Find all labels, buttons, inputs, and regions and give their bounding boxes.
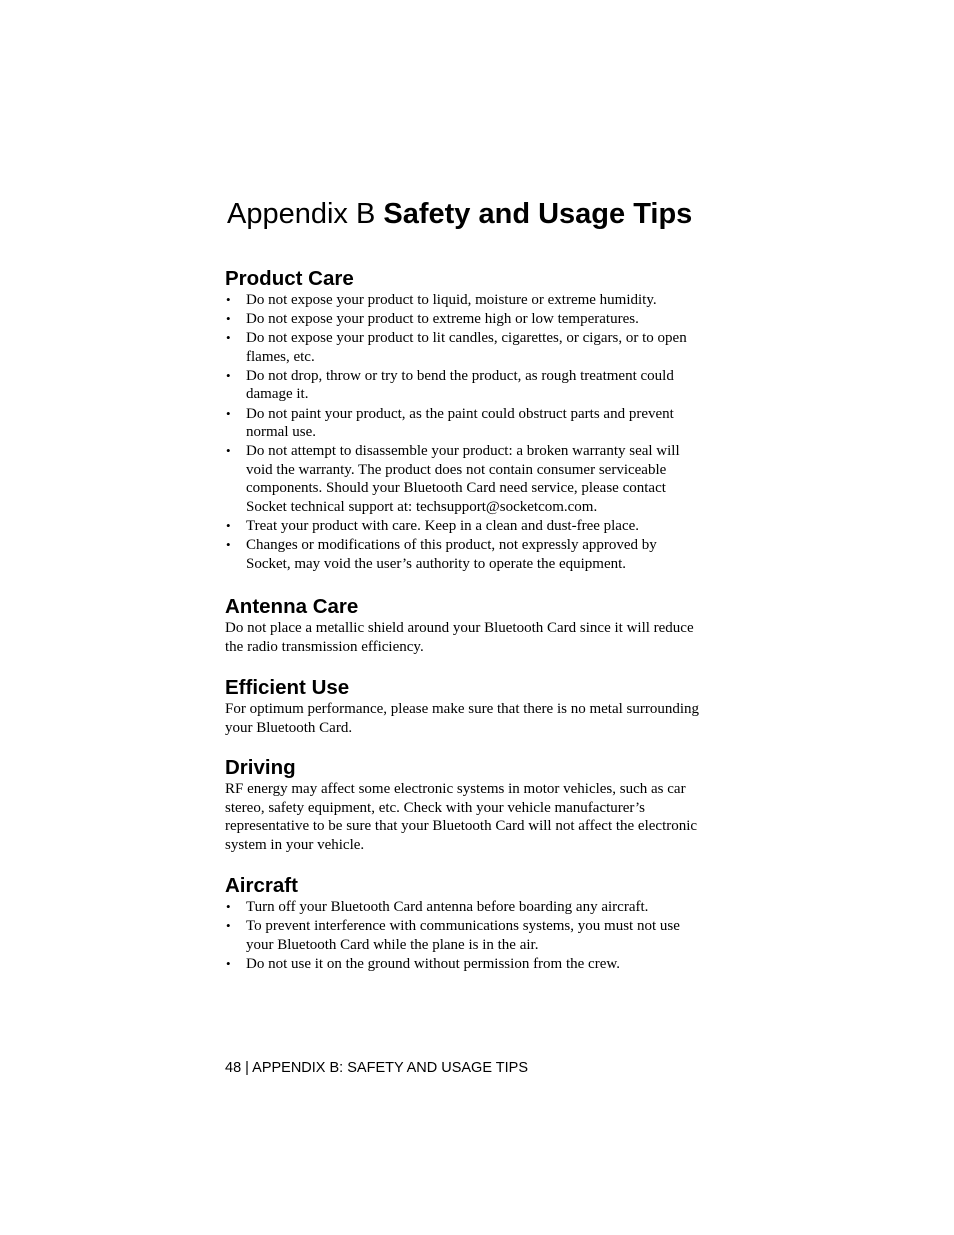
bullet-icon: • (226, 330, 231, 346)
section-aircraft (225, 874, 705, 974)
list-item (225, 517, 705, 536)
list-item-text: To prevent interference with communications systems, you must not use your Bluetooth Card while the plane is in the air. (246, 918, 680, 953)
section-product-care (225, 267, 705, 574)
list-item-text: Turn off your Bluetooth Card antenna before boarding any aircraft. (246, 899, 649, 915)
list-item (225, 536, 705, 573)
list-item-text: Do not use it on the ground without permission from the crew. (246, 955, 620, 972)
list-item (225, 405, 705, 442)
section-efficient-use (225, 676, 705, 737)
bullet-icon: • (226, 955, 231, 971)
bullet-icon: • (226, 537, 231, 553)
list-item-text: Changes or modifications of this product, not expressly approved by Socket, may void the user’s authority to operate the equipment. (246, 537, 657, 572)
list-item (225, 329, 705, 366)
title-prefix: Appendix B (227, 198, 376, 230)
bullet-icon: • (226, 367, 231, 383)
list-item-text: Do not drop, throw or try to bend the product, as rough treatment could damage it. (246, 367, 674, 403)
list-item (225, 442, 705, 516)
bullet-icon: • (226, 899, 231, 914)
list-item (225, 310, 705, 329)
page-footer: 48 | APPENDIX B: SAFETY AND USAGE TIPS (225, 1060, 529, 1076)
list-item-text: Do not attempt to disassemble your product: a broken warranty seal will void the warranty. The product does not contain consumer serviceable components. Should your Bluetooth Card need service, please contact Socket technical support at: techsupport@socketcom.com. (246, 443, 680, 516)
product-care-list (225, 291, 705, 573)
list-item-text: Do not expose your product to extreme high or low temperatures. (246, 311, 639, 328)
bullet-icon: • (226, 405, 231, 421)
list-item (225, 898, 705, 917)
section-heading-efficient-use: Efficient Use (225, 676, 350, 699)
section-heading-product-care: Product Care (225, 267, 354, 290)
list-item-text: Do not expose your product to lit candles, cigarettes, or cigars, or to open flames, etc. (246, 330, 687, 365)
bullet-icon: • (226, 311, 231, 327)
aircraft-list (225, 898, 705, 973)
section-heading-aircraft: Aircraft (225, 874, 298, 897)
section-driving (225, 756, 705, 854)
efficient-use-text: For optimum performance, please make sure that there is no metal surrounding your Bluetooth Card. (225, 701, 700, 736)
bullet-icon: • (226, 918, 231, 934)
antenna-care-text: Do not place a metallic shield around your Bluetooth Card since it will reduce the radio transmission efficiency. (225, 620, 694, 655)
bullet-icon: • (226, 443, 231, 459)
page-title (227, 196, 692, 232)
list-item-text: Do not paint your product, as the paint could obstruct parts and prevent normal use. (246, 405, 674, 441)
list-item (225, 917, 705, 954)
section-antenna-care (225, 595, 705, 656)
list-item-text: Do not expose your product to liquid, moisture or extreme humidity. (246, 292, 657, 308)
list-item (225, 291, 705, 310)
driving-text: RF energy may affect some electronic systems in motor vehicles, such as car stereo, safety equipment, etc. Check with your vehicle manufacturer’s representative to be sure that your Bluetooth Card will not affect the electronic system in your vehicle. (225, 781, 698, 853)
list-item-text: Treat your product with care. Keep in a clean and dust-free place. (246, 518, 640, 535)
bullet-icon: • (226, 518, 231, 534)
title-main: Safety and Usage Tips (383, 198, 693, 230)
section-heading-driving: Driving (225, 756, 296, 779)
section-heading-antenna-care: Antenna Care (225, 595, 359, 618)
bullet-icon: • (226, 292, 231, 307)
list-item (225, 955, 705, 974)
list-item (225, 367, 705, 404)
